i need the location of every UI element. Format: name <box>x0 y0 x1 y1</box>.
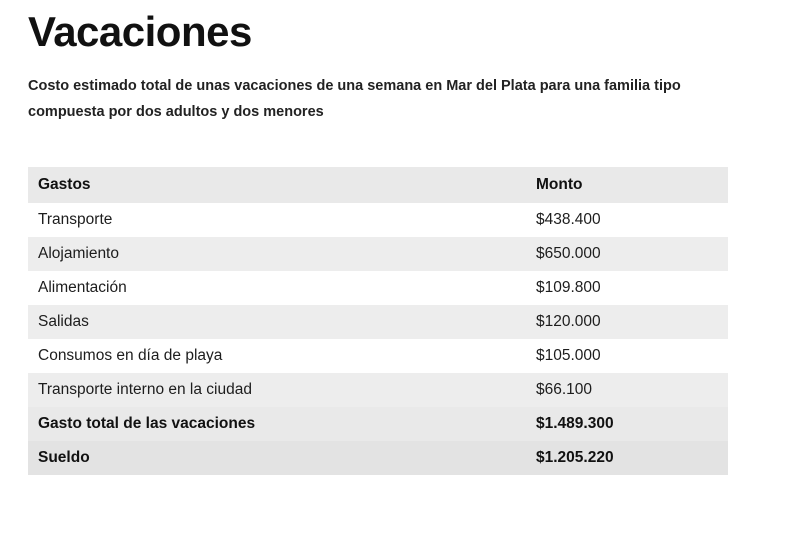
table-header <box>28 167 728 203</box>
table-row-salary <box>28 441 728 475</box>
document-page <box>0 8 800 540</box>
cost-table <box>28 167 728 475</box>
row-concept: Transporte <box>28 203 526 237</box>
row-concept: Alimentación <box>28 271 526 305</box>
row-concept: Sueldo <box>28 441 526 475</box>
row-concept: Consumos en día de playa <box>28 339 526 373</box>
table-header-row <box>28 167 728 203</box>
table-row <box>28 305 728 339</box>
row-amount: $1.205.220 <box>526 441 728 475</box>
column-header-gastos: Gastos <box>28 167 526 203</box>
table-body <box>28 203 728 475</box>
row-concept: Salidas <box>28 305 526 339</box>
table-row-total <box>28 407 728 441</box>
row-amount: $650.000 <box>526 237 728 271</box>
row-concept: Alojamiento <box>28 237 526 271</box>
table-row <box>28 271 728 305</box>
row-amount: $1.489.300 <box>526 407 728 441</box>
table-row <box>28 373 728 407</box>
row-amount: $120.000 <box>526 305 728 339</box>
table-row <box>28 237 728 271</box>
row-concept: Gasto total de las vacaciones <box>28 407 526 441</box>
page-title: Vacaciones <box>28 8 252 55</box>
row-amount: $438.400 <box>526 203 728 237</box>
table-row <box>28 339 728 373</box>
row-amount: $105.000 <box>526 339 728 373</box>
table-row <box>28 203 728 237</box>
row-amount: $66.100 <box>526 373 728 407</box>
row-concept: Transporte interno en la ciudad <box>28 373 526 407</box>
cost-table-container <box>28 167 728 475</box>
row-amount: $109.800 <box>526 271 728 305</box>
page-subtitle: Costo estimado total de unas vacaciones de una semana en Mar del Plata para una familia tipo compuesta por dos adultos y dos menores <box>28 78 681 120</box>
column-header-monto: Monto <box>526 167 728 203</box>
